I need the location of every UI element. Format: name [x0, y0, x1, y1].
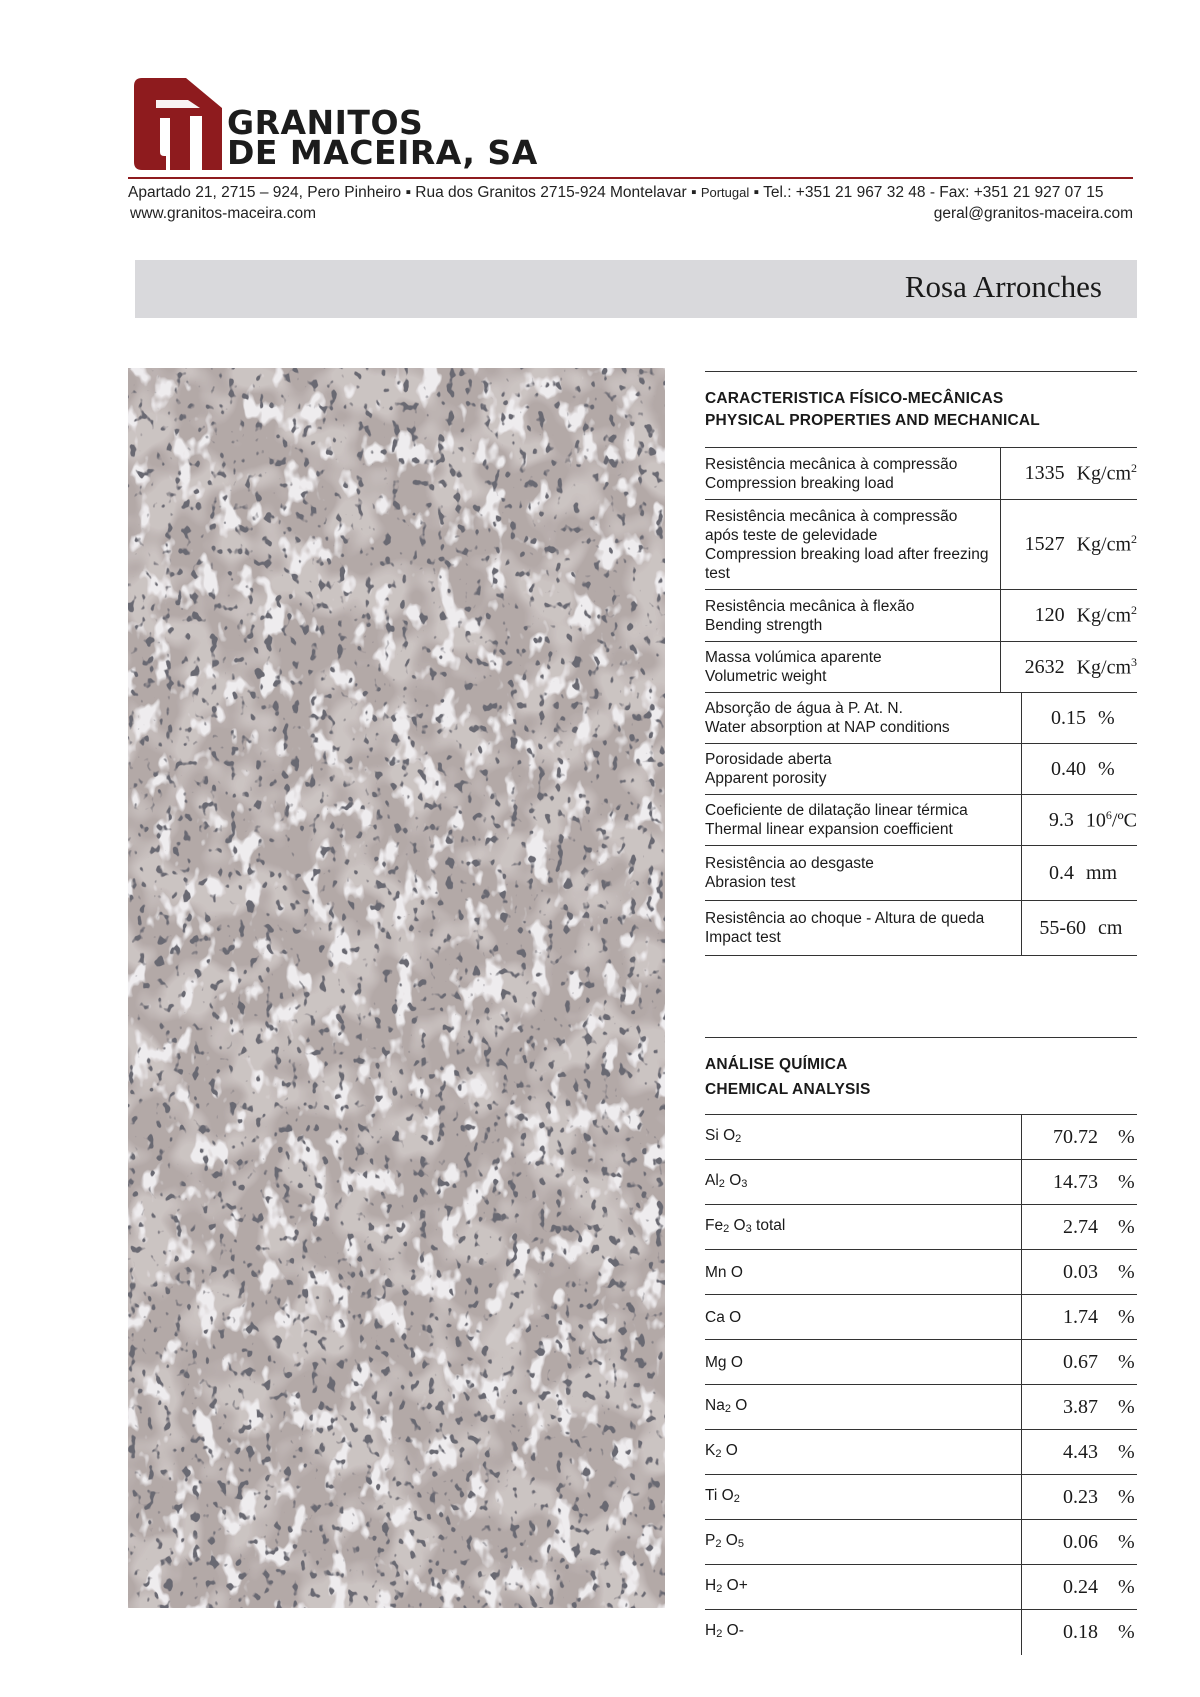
property-value-cell	[1021, 744, 1137, 794]
email-link[interactable]: geral@granitos-maceira.com	[933, 205, 1133, 222]
property-unit-base: Kg/cm	[1076, 533, 1131, 556]
chemical-value: 0.24	[1063, 1575, 1098, 1598]
product-title: Rosa Arronches	[904, 269, 1102, 304]
property-unit-base: Kg/cm	[1076, 462, 1131, 485]
property-label-pt: Porosidade aberta	[705, 751, 832, 768]
property-row	[705, 590, 1137, 642]
chemical-unit: %	[1118, 1440, 1135, 1463]
chemical-formula	[705, 1250, 1021, 1294]
property-unit-base: Kg/cm	[1076, 656, 1131, 679]
formula-part: O	[729, 1216, 746, 1234]
property-unit-exponent: 3	[1131, 654, 1137, 669]
chemical-row	[705, 1205, 1137, 1250]
property-row	[705, 846, 1137, 901]
property-row	[705, 744, 1137, 795]
formula-part: O+	[722, 1576, 748, 1594]
formula-subscript: 2	[735, 1132, 742, 1145]
property-value: 1527	[1024, 533, 1065, 555]
granite-sample-image	[128, 368, 665, 1608]
property-value: 1335	[1024, 462, 1065, 484]
property-value-cell	[1021, 846, 1137, 900]
chemical-formula	[705, 1340, 1021, 1384]
property-unit	[1098, 707, 1115, 730]
property-value: 0.4	[1049, 861, 1074, 884]
formula-part: H	[705, 1576, 717, 1594]
property-unit-exponent: 6	[1105, 807, 1112, 822]
formula-part: Ca O	[705, 1308, 742, 1326]
chemical-value: 0.06	[1063, 1530, 1098, 1553]
chemical-value-cell	[1021, 1115, 1137, 1159]
property-value: 0.15	[1051, 706, 1086, 729]
chemical-formula	[705, 1520, 1021, 1564]
property-label-en: Thermal linear expansion coefficient	[705, 821, 953, 838]
property-label-pt: Coeficiente de dilatação linear térmica	[705, 802, 968, 819]
chemical-formula-text	[705, 1263, 1013, 1282]
formula-part: Mn O	[705, 1263, 743, 1281]
chemical-formula-text	[705, 1576, 1013, 1599]
company-logo	[128, 78, 223, 170]
property-value-cell	[1000, 642, 1137, 692]
property-label-pt: Resistência mecânica à flexão	[705, 597, 915, 615]
chemical-row	[705, 1385, 1137, 1430]
property-unit	[1077, 655, 1137, 680]
chemical-row	[705, 1565, 1137, 1610]
property-unit-exponent: 2	[1131, 532, 1137, 547]
chemical-value-cell	[1021, 1385, 1137, 1429]
property-row	[705, 448, 1137, 500]
property-label	[705, 846, 1021, 900]
chemical-value-cell	[1021, 1250, 1137, 1294]
property-label-en: Volumetric weight	[705, 668, 827, 685]
chemical-value-cell	[1021, 1610, 1137, 1655]
property-value-cell	[1000, 500, 1137, 589]
address-contact: ▪ Tel.: +351 21 967 32 48 - Fax: +351 21 927 07 15	[753, 184, 1104, 201]
chemical-heading	[705, 1037, 1137, 1115]
property-unit-base: mm	[1086, 861, 1118, 884]
formula-part: O	[724, 1171, 742, 1189]
physical-properties-table	[705, 371, 1137, 956]
property-unit-base: 10	[1085, 809, 1106, 832]
property-unit-suffix: /ºC	[1111, 809, 1137, 832]
chemical-unit: %	[1118, 1485, 1135, 1508]
chemical-value: 0.18	[1063, 1621, 1098, 1643]
chemical-value-cell	[1021, 1295, 1137, 1339]
formula-subscript: 2	[724, 1402, 731, 1415]
chemical-row	[705, 1430, 1137, 1475]
chemical-formula-text	[705, 1353, 1013, 1372]
chemical-row	[705, 1340, 1137, 1385]
property-unit	[1077, 532, 1137, 557]
web-row	[130, 205, 1133, 223]
chemical-unit: %	[1118, 1170, 1135, 1193]
header-rule	[128, 177, 1133, 179]
address-main: Apartado 21, 2715 – 924, Pero Pinheiro ▪ Rua dos Granitos 2715-924 Montelavar ▪	[128, 184, 697, 201]
formula-subscript: 2	[715, 1447, 722, 1460]
company-name-line1: GRANITOS	[227, 103, 424, 142]
chemical-row	[705, 1295, 1137, 1340]
property-label-pt: Resistência ao desgaste	[705, 855, 874, 872]
chemical-unit: %	[1118, 1215, 1135, 1238]
formula-part: Na	[705, 1396, 725, 1414]
formula-part: K	[705, 1441, 716, 1459]
property-label-en: Water absorption at NAP conditions	[705, 719, 950, 736]
chemical-formula	[705, 1385, 1021, 1429]
property-label-en: Impact test	[705, 929, 781, 946]
chemical-formula	[705, 1430, 1021, 1474]
chemical-formula-text	[705, 1531, 1013, 1554]
formula-part: O	[721, 1531, 738, 1549]
property-value-cell	[1000, 448, 1137, 499]
chemical-row	[705, 1610, 1137, 1655]
property-label-en: Compression breaking load	[705, 474, 894, 492]
chemical-formula-text	[705, 1126, 1013, 1149]
chemical-unit: %	[1118, 1575, 1135, 1598]
property-value: 2632	[1024, 655, 1065, 678]
chemical-value: 0.03	[1063, 1260, 1098, 1283]
property-unit	[1098, 758, 1115, 781]
formula-subscript: 2	[733, 1492, 740, 1505]
property-label-pt: Massa volúmica aparente	[705, 649, 882, 666]
formula-part: total	[751, 1216, 786, 1234]
formula-subscript: 2	[715, 1537, 722, 1550]
chemical-formula-text	[705, 1308, 1013, 1327]
chemical-row	[705, 1160, 1137, 1205]
chemical-formula-text	[705, 1171, 1013, 1194]
address-country: Portugal	[700, 185, 750, 200]
chemical-formula-text	[705, 1216, 1013, 1239]
chemical-formula-text	[705, 1621, 1013, 1644]
formula-subscript: 2	[723, 1222, 730, 1235]
property-unit	[1077, 603, 1137, 628]
chemical-formula-text	[705, 1486, 1013, 1509]
formula-subscript: 2	[718, 1177, 725, 1190]
chemical-formula	[705, 1565, 1021, 1609]
address-line	[128, 184, 1133, 202]
chemical-unit: %	[1118, 1395, 1135, 1418]
property-unit-exponent: 2	[1131, 461, 1137, 476]
property-unit	[1077, 461, 1137, 486]
property-value: 55-60	[1039, 916, 1086, 939]
formula-part: Mg O	[705, 1353, 743, 1371]
properties-heading	[705, 371, 1137, 448]
formula-subscript: 3	[741, 1177, 748, 1190]
property-label	[705, 590, 1000, 641]
property-label	[705, 795, 1021, 845]
property-label-pt: Resistência ao choque - Altura de queda	[705, 910, 985, 927]
chemical-value-cell	[1021, 1160, 1137, 1204]
property-value-cell	[1000, 590, 1137, 641]
property-label	[705, 693, 1021, 743]
company-name	[227, 103, 538, 172]
formula-subscript: 2	[716, 1628, 723, 1640]
formula-subscript: 2	[716, 1582, 723, 1595]
formula-part: Fe	[705, 1216, 724, 1234]
formula-part: Al	[705, 1171, 719, 1189]
property-row	[705, 795, 1137, 846]
property-value-cell	[1021, 901, 1137, 955]
chemical-formula	[705, 1295, 1021, 1339]
property-label-en: Apparent porosity	[705, 770, 827, 787]
formula-part: Si O	[705, 1126, 736, 1144]
property-value: 9.3	[1048, 808, 1074, 831]
property-label-pt: Resistência mecânica à compressão	[705, 455, 958, 473]
property-row	[705, 500, 1137, 590]
chemical-heading-pt: ANÁLISE QUÍMICA	[705, 1056, 848, 1073]
formula-part: P	[705, 1531, 716, 1549]
chemical-value: 0.67	[1063, 1350, 1098, 1373]
chemical-formula-text	[705, 1441, 1013, 1464]
property-label-en: Compression breaking load after freezing test	[705, 545, 989, 582]
property-unit-base: cm	[1098, 916, 1123, 939]
property-label-pt: Resistência mecânica à compressão após teste de gelevidade	[705, 507, 958, 544]
chemical-unit: %	[1118, 1530, 1135, 1553]
chemical-row	[705, 1475, 1137, 1520]
chemical-value-cell	[1021, 1475, 1137, 1519]
chemical-value-cell	[1021, 1520, 1137, 1564]
property-unit-exponent: 2	[1131, 603, 1137, 618]
property-value: 0.40	[1051, 757, 1086, 780]
properties-heading-en: PHYSICAL PROPERTIES AND MECHANICAL	[705, 412, 1040, 429]
title-band	[135, 260, 1137, 318]
property-unit	[1086, 808, 1137, 833]
chemical-value: 1.74	[1063, 1305, 1098, 1328]
formula-subscript: 5	[737, 1537, 744, 1550]
formula-subscript: 3	[745, 1222, 752, 1235]
chemical-formula-text	[705, 1396, 1013, 1419]
chemical-unit: %	[1118, 1260, 1135, 1283]
chemical-value-cell	[1021, 1205, 1137, 1249]
property-label	[705, 744, 1021, 794]
chemical-analysis-table	[705, 1037, 1137, 1655]
property-label	[705, 642, 1000, 692]
website-link[interactable]: www.granitos-maceira.com	[130, 205, 317, 222]
chemical-formula	[705, 1160, 1021, 1204]
property-value: 120	[1034, 604, 1065, 626]
property-label-en: Bending strength	[705, 616, 823, 634]
chemical-unit: %	[1118, 1621, 1135, 1643]
chemical-unit: %	[1118, 1125, 1135, 1148]
chemical-formula	[705, 1115, 1021, 1159]
chemical-formula	[705, 1475, 1021, 1519]
chemical-heading-en: CHEMICAL ANALYSIS	[705, 1081, 871, 1098]
property-label-en: Abrasion test	[705, 874, 796, 891]
property-unit	[1086, 862, 1117, 885]
formula-part: H	[705, 1622, 717, 1639]
chemical-row	[705, 1115, 1137, 1160]
property-row	[705, 693, 1137, 744]
chemical-formula	[705, 1205, 1021, 1249]
formula-part: O	[730, 1396, 748, 1414]
property-unit-base: Kg/cm	[1076, 604, 1131, 627]
chemical-unit: %	[1118, 1350, 1135, 1373]
chemical-value-cell	[1021, 1430, 1137, 1474]
chemical-value: 3.87	[1063, 1395, 1098, 1418]
chemical-value: 14.73	[1053, 1170, 1098, 1193]
company-name-line2: DE MACEIRA, SA	[227, 133, 538, 172]
chemical-value: 70.72	[1053, 1125, 1098, 1148]
chemical-row	[705, 1250, 1137, 1295]
property-row	[705, 901, 1137, 956]
property-unit-base: %	[1098, 706, 1115, 729]
formula-part: O-	[722, 1622, 744, 1639]
chemical-value: 2.74	[1063, 1215, 1098, 1238]
property-label	[705, 448, 1000, 499]
chemical-value: 0.23	[1063, 1485, 1098, 1508]
property-unit	[1098, 917, 1122, 940]
property-row	[705, 642, 1137, 693]
properties-heading-pt: CARACTERISTICA FÍSICO-MECÂNICAS	[705, 390, 1004, 407]
chemical-value: 4.43	[1063, 1440, 1098, 1463]
property-label	[705, 500, 1000, 589]
chemical-unit: %	[1118, 1305, 1135, 1328]
formula-part: O	[721, 1441, 738, 1459]
formula-part: Ti O	[705, 1486, 734, 1504]
property-unit-base: %	[1098, 757, 1115, 780]
property-value-cell	[1021, 693, 1137, 743]
chemical-value-cell	[1021, 1340, 1137, 1384]
property-label-pt: Absorção de água à P. At. N.	[705, 700, 903, 717]
chemical-row	[705, 1520, 1137, 1565]
chemical-value-cell	[1021, 1565, 1137, 1609]
property-value-cell	[1021, 795, 1137, 845]
property-label	[705, 901, 1021, 955]
chemical-formula	[705, 1610, 1021, 1655]
